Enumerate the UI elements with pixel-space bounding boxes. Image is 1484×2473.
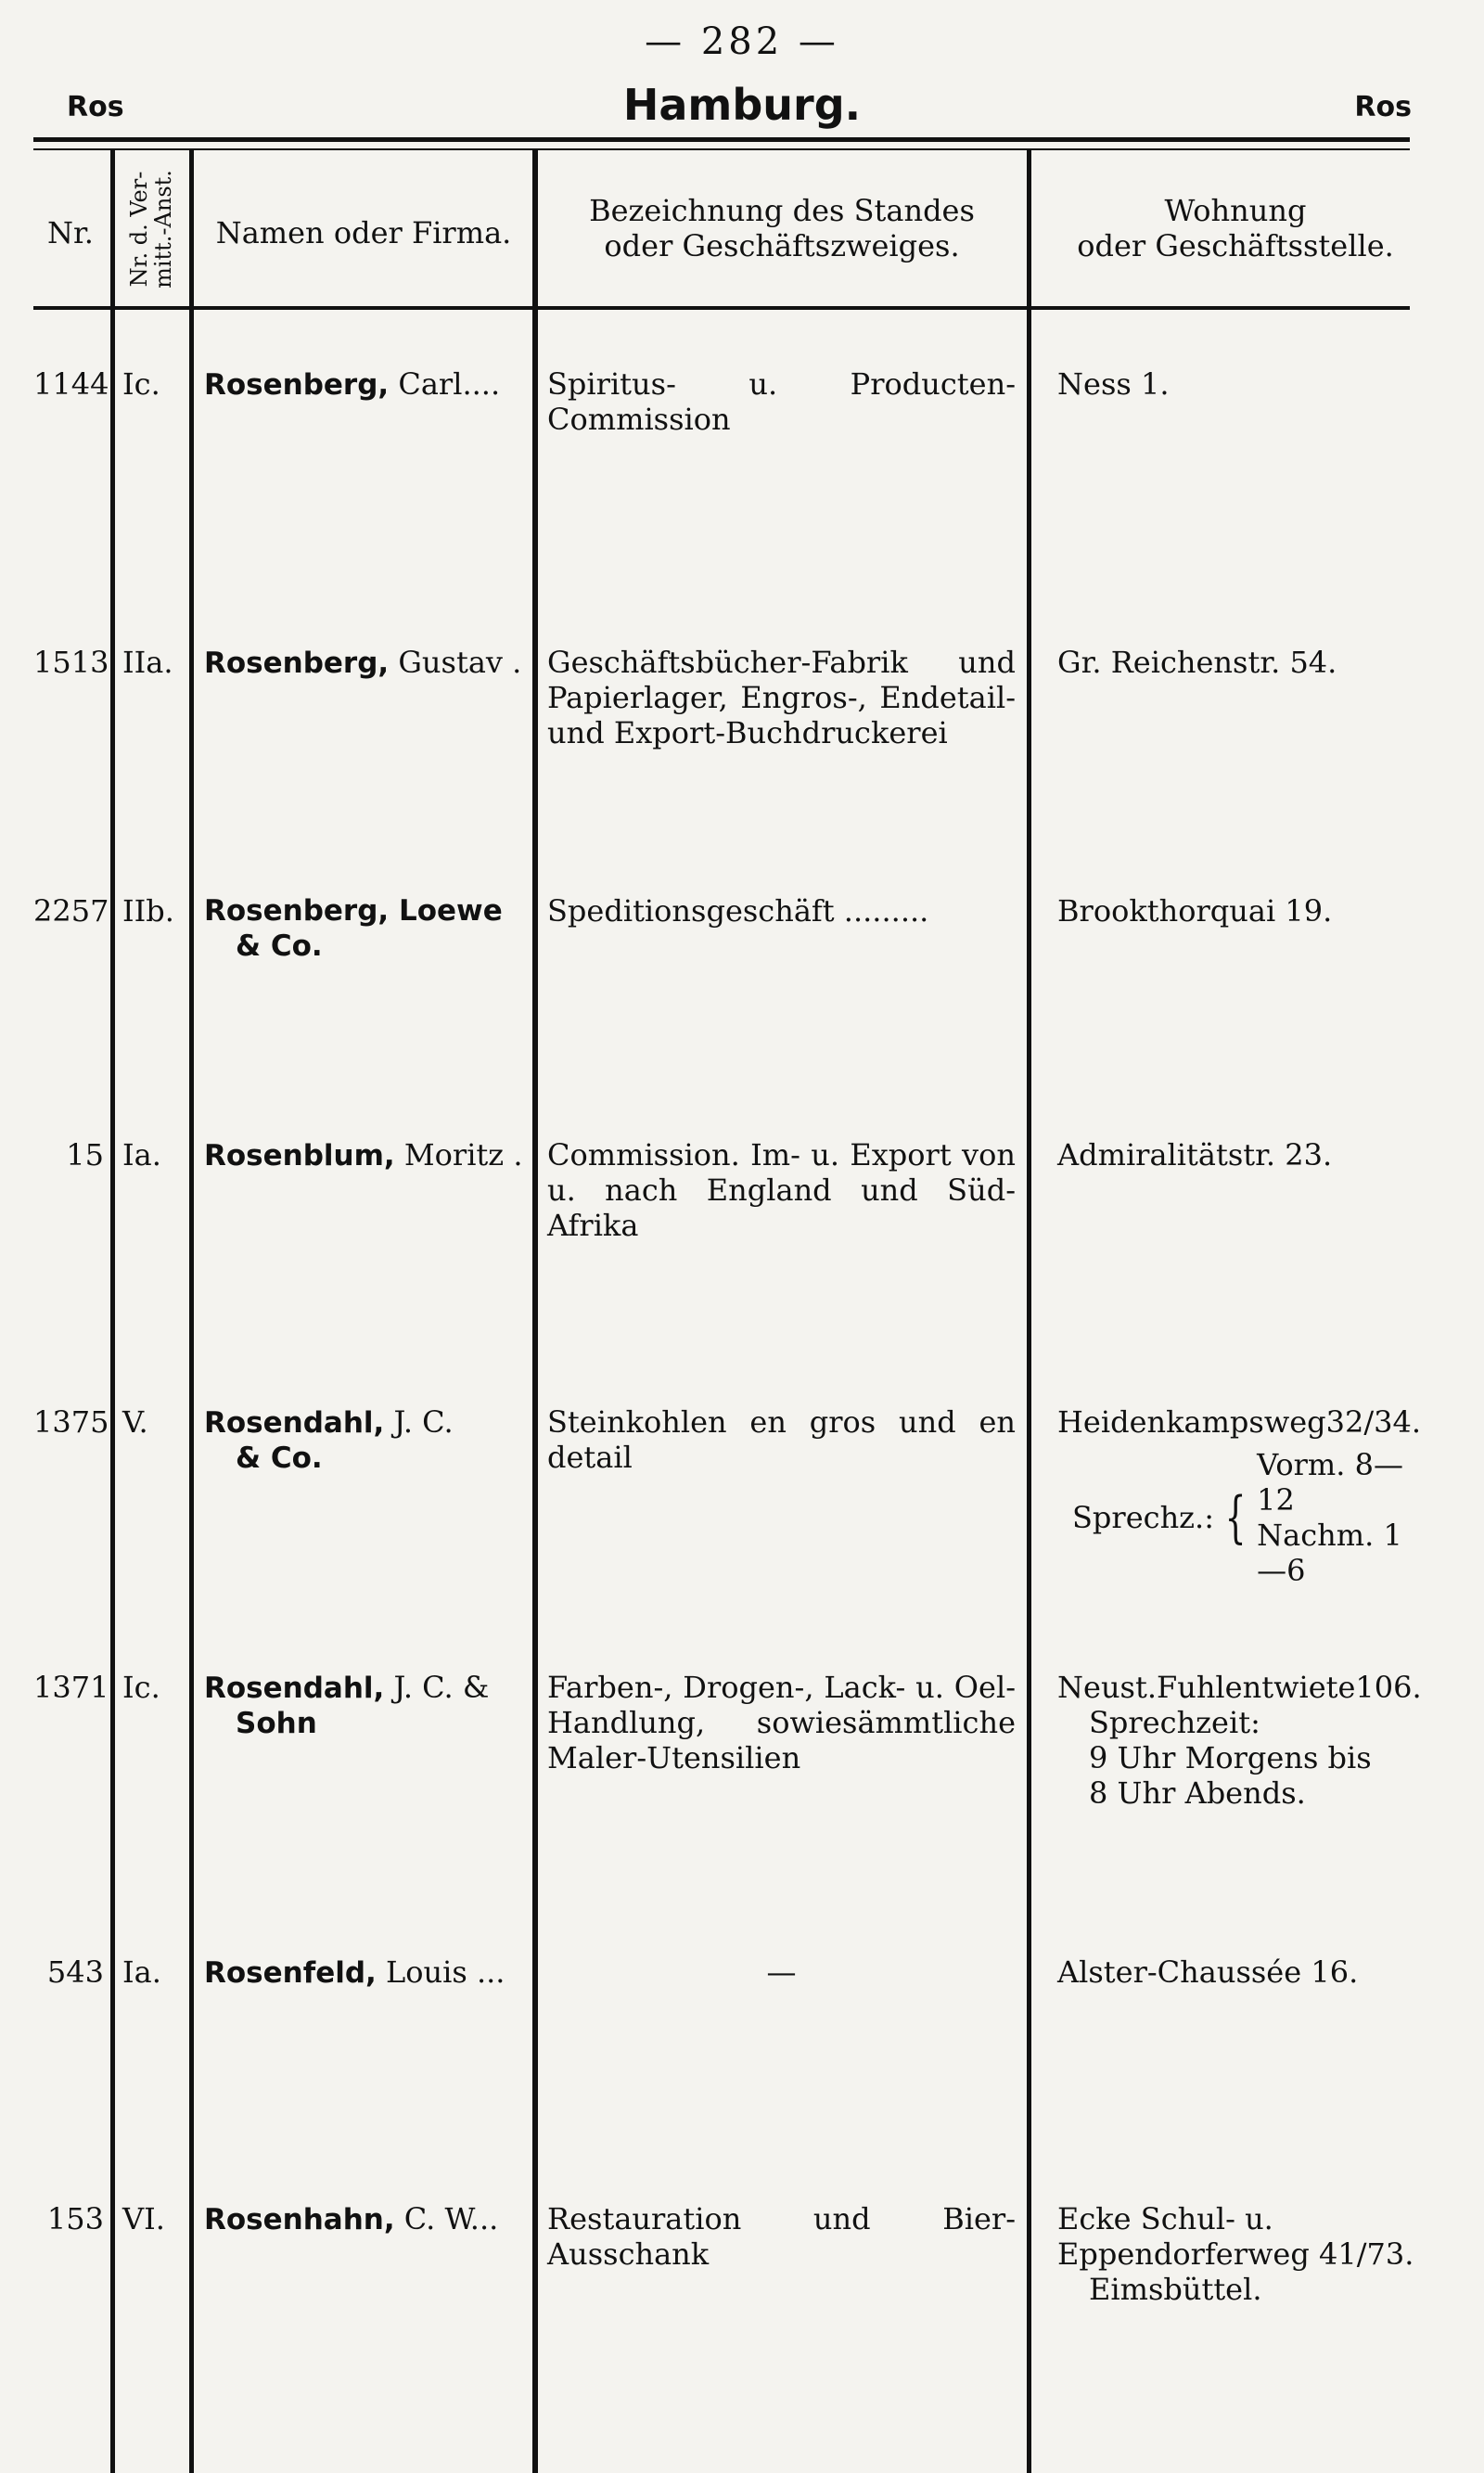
- entry-occupation: Spiritus- u. Producten-Commission: [547, 366, 1016, 437]
- entry-number: 1144: [33, 366, 109, 402]
- city-title: Hamburg.: [622, 80, 862, 130]
- column-header-stand: Bezeichnung des Standes oder Geschäftszweiges.: [589, 193, 975, 263]
- entry-agency: Ic.: [122, 1670, 160, 1705]
- top-rule: [33, 137, 1410, 142]
- entry-agency: Ia.: [122, 1954, 161, 1990]
- entry-occupation: Farben-, Drogen-, Lack- u. Oel-Handlung, sowiesämmtliche Maler-Utensilien: [547, 1670, 1016, 1775]
- entry-agency: Ia.: [122, 1137, 161, 1172]
- entry-name: Rosenberg, Loewe & Co.: [204, 894, 503, 963]
- entry-number: 1375: [33, 1404, 109, 1440]
- entry-name: Rosendahl, J. C. & Co.: [204, 1404, 454, 1475]
- entry-address: Ness 1.: [1057, 366, 1170, 402]
- entry-number: 2257: [33, 893, 109, 929]
- column-header-name: Namen oder Firma.: [215, 215, 512, 250]
- entry-occupation: Restauration und Bier-Ausschank: [547, 2201, 1016, 2272]
- header-bottom-rule: [33, 306, 1410, 310]
- entry-agency: VI.: [122, 2201, 165, 2236]
- entry-agency: IIb.: [122, 893, 174, 929]
- entry-agency: Ic.: [122, 366, 160, 402]
- entry-address: Gr. Reichenstr. 54.: [1057, 645, 1337, 680]
- entry-address: Admiralitätstr. 23.: [1057, 1137, 1333, 1172]
- entry-address: Neust.Fuhlentwiete106. Sprechzeit: 9 Uhr Morgens bis 8 Uhr Abends.: [1057, 1670, 1422, 1811]
- entry-address: Brookthorquai 19.: [1057, 893, 1333, 929]
- entry-name: Rosenberg, Gustav .: [204, 645, 522, 680]
- entry-name: Rosenberg, Carl....: [204, 366, 501, 402]
- entry-number: 15: [66, 1137, 104, 1172]
- entry-number: 1371: [33, 1670, 109, 1705]
- column-divider: [1027, 148, 1031, 2473]
- running-head-right: Ros: [1354, 91, 1412, 123]
- entry-name: Rosenfeld, Louis ...: [204, 1954, 505, 1990]
- column-divider: [189, 148, 194, 2473]
- entry-occupation: —: [766, 1954, 797, 1990]
- column-divider: [110, 148, 115, 2473]
- entry-address: Alster-Chaussée 16.: [1057, 1954, 1359, 1990]
- entry-agency: V.: [122, 1404, 148, 1440]
- entry-address: Heidenkampsweg32/34. Sprechz.: { Vorm. 8—12 Nachm. 1—6: [1057, 1404, 1422, 1588]
- entry-address: Ecke Schul- u. Eppendorferweg 41/73. Eimsbüttel.: [1057, 2201, 1414, 2307]
- column-header-address: Wohnung oder Geschäftsstelle.: [1077, 193, 1394, 263]
- column-header-nr: Nr.: [47, 215, 94, 250]
- brace-icon: {: [1224, 1485, 1247, 1550]
- office-hours-morning: Vorm. 8—12: [1257, 1447, 1403, 1518]
- entry-name: Rosenhahn, C. W...: [204, 2201, 499, 2236]
- entry-occupation: Steinkohlen en gros und en detail: [547, 1404, 1016, 1475]
- page-number: — 282 —: [645, 20, 839, 63]
- running-head-left: Ros: [67, 91, 124, 123]
- entry-name: Rosenblum, Moritz .: [204, 1137, 523, 1172]
- entry-agency: IIa.: [122, 645, 173, 680]
- column-header-agency: Nr. d. Ver- mitt.-Anst.: [126, 170, 176, 288]
- entry-occupation: Geschäftsbücher-Fabrik und Papierlager, Engros-, Endetail- und Export-Buchdruckerei: [547, 645, 1016, 750]
- column-divider: [532, 148, 538, 2473]
- entry-number: 153: [46, 2201, 104, 2236]
- top-rule-thin: [33, 148, 1410, 150]
- entry-occupation: Commission. Im- u. Export von u. nach England und Süd-Afrika: [547, 1137, 1016, 1243]
- entry-occupation: Speditionsgeschäft .........: [547, 893, 929, 929]
- entry-name: Rosendahl, J. C. & Sohn: [204, 1670, 490, 1740]
- entry-number: 1513: [33, 645, 109, 680]
- office-hours: [1057, 1447, 1419, 1588]
- office-hours-afternoon: Nachm. 1—6: [1257, 1518, 1402, 1588]
- entry-number: 543: [46, 1954, 104, 1990]
- office-hours-label: Sprechz.:: [1072, 1500, 1214, 1535]
